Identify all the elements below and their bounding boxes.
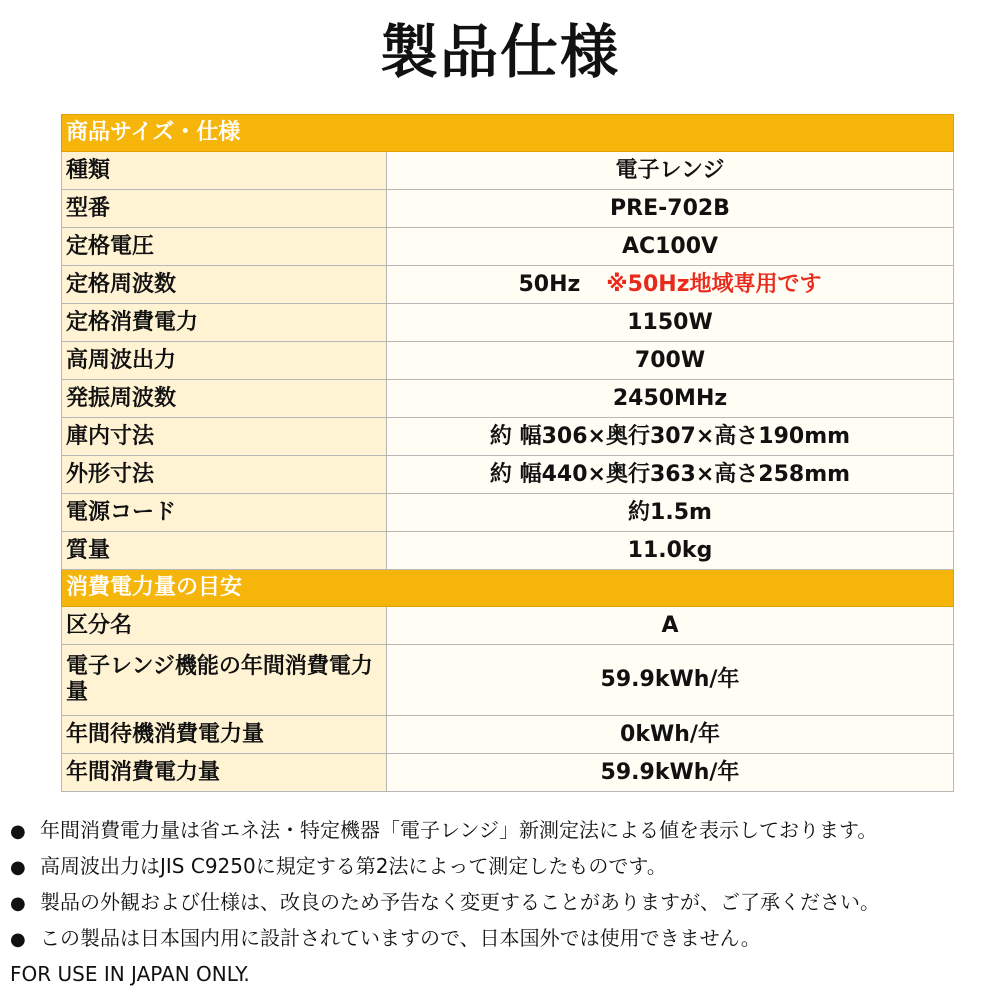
note-text: 高周波出力はJIS C9250に規定する第2法によって測定したものです。	[40, 854, 667, 878]
row-label: 定格消費電力	[62, 304, 387, 342]
spec-row-frequency	[62, 266, 954, 304]
row-value: 電子レンジ	[387, 152, 954, 190]
spec-row-model	[62, 190, 954, 228]
row-value: A	[387, 607, 954, 645]
japan-only-notice: FOR USE IN JAPAN ONLY.	[10, 962, 250, 986]
row-label: 高周波出力	[62, 342, 387, 380]
spec-row-weight	[62, 532, 954, 570]
row-label: 定格電圧	[62, 228, 387, 266]
note-text: 製品の外観および仕様は、改良のため予告なく変更することがありますが、ご了承ください。	[40, 890, 880, 914]
row-label: 年間消費電力量	[62, 754, 387, 792]
energy-row-category	[62, 607, 954, 645]
row-label: 種類	[62, 152, 387, 190]
row-value: 約1.5m	[387, 494, 954, 532]
row-value: 約 幅440×奥行363×高さ258mm	[387, 456, 954, 494]
bullet-icon: ●	[10, 893, 26, 914]
row-value: AC100V	[387, 228, 954, 266]
row-label: 庫内寸法	[62, 418, 387, 456]
section-title: 消費電力量の目安	[62, 570, 954, 607]
row-label: 年間待機消費電力量	[62, 716, 387, 754]
row-label: 定格周波数	[62, 266, 387, 304]
row-label: 質量	[62, 532, 387, 570]
note-item	[10, 884, 995, 920]
spec-row-power-cord	[62, 494, 954, 532]
energy-row-microwave-annual	[62, 645, 954, 716]
row-value: 1150W	[387, 304, 954, 342]
row-value: 11.0kg	[387, 532, 954, 570]
bullet-icon: ●	[10, 857, 26, 878]
row-value: 50Hz	[518, 271, 581, 297]
row-label: 電源コード	[62, 494, 387, 532]
section-header-energy	[62, 570, 954, 607]
row-label: 型番	[62, 190, 387, 228]
note-item	[10, 920, 995, 956]
row-value: 約 幅306×奥行307×高さ190mm	[387, 418, 954, 456]
page-title: 製品仕様	[379, 18, 620, 86]
spec-row-exterior-size	[62, 456, 954, 494]
row-label: 外形寸法	[62, 456, 387, 494]
spec-row-voltage	[62, 228, 954, 266]
spec-row-type	[62, 152, 954, 190]
bullet-icon: ●	[10, 821, 26, 842]
energy-row-annual-total	[62, 754, 954, 792]
row-label: 区分名	[62, 607, 387, 645]
spec-table	[61, 114, 954, 792]
spec-row-output	[62, 342, 954, 380]
spec-row-oscillation	[62, 380, 954, 418]
section-header-product-spec	[62, 115, 954, 152]
row-label: 発振周波数	[62, 380, 387, 418]
row-value: 59.9kWh/年	[387, 645, 954, 716]
energy-row-standby	[62, 716, 954, 754]
region-warning-note: ※50Hz地域専用です	[606, 271, 822, 297]
row-value-cell	[387, 266, 954, 304]
notes-list	[10, 812, 995, 992]
note-text: 年間消費電力量は省エネ法・特定機器「電子レンジ」新測定法による値を表示しております。	[40, 818, 878, 842]
row-value: PRE-702B	[387, 190, 954, 228]
spec-row-interior-size	[62, 418, 954, 456]
note-item	[10, 848, 995, 884]
row-value: 59.9kWh/年	[387, 754, 954, 792]
row-value: 700W	[387, 342, 954, 380]
section-title: 商品サイズ・仕様	[62, 115, 954, 152]
spec-row-power-consumption	[62, 304, 954, 342]
bullet-icon: ●	[10, 929, 26, 950]
row-value: 2450MHz	[387, 380, 954, 418]
row-value: 0kWh/年	[387, 716, 954, 754]
row-label: 電子レンジ機能の年間消費電力量	[62, 645, 387, 716]
note-text: この製品は日本国内用に設計されていますので、日本国外では使用できません。	[40, 926, 761, 950]
note-item	[10, 812, 995, 848]
